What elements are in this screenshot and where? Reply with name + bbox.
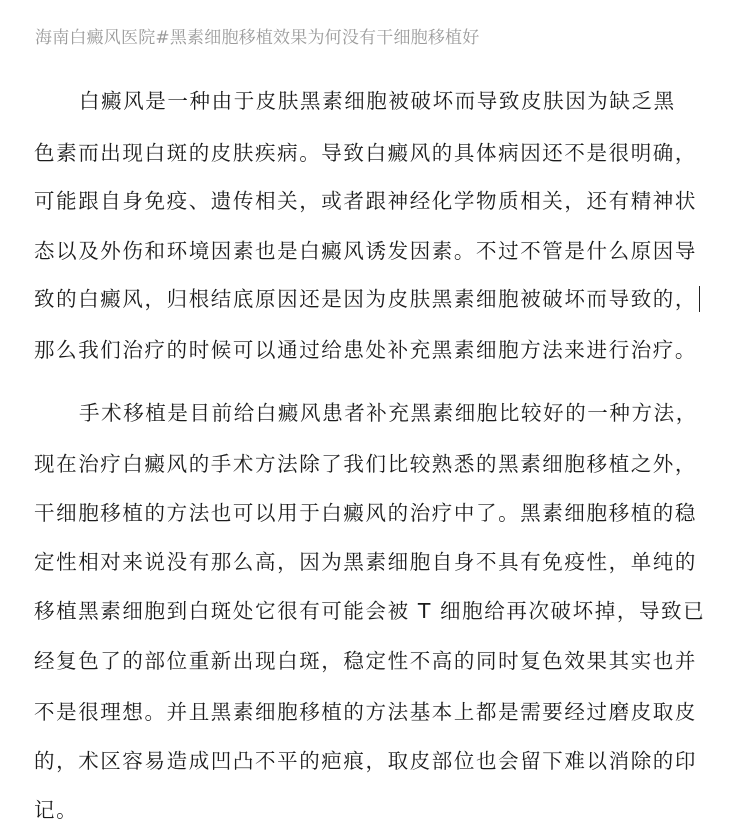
paragraph-line: 可能跟自身免疫、遗传相关，或者跟神经化学物质相关，还有精神状 bbox=[34, 189, 697, 213]
paragraph-line: 干细胞移植的方法也可以用于白癜风的治疗中了。黑素细胞移植的稳 bbox=[34, 501, 697, 525]
paragraph-line: 致的白癜风，归根结底原因还是因为皮肤黑素细胞被破坏而导致的， bbox=[34, 287, 697, 311]
paragraph-line: 白癜风是一种由于皮肤黑素细胞被破坏而导致皮肤因为缺乏黑 bbox=[79, 89, 676, 113]
paragraph-line: 移植黑素细胞到白斑处它很有可能会被 T 细胞给再次破坏掉，导致已 bbox=[34, 599, 706, 623]
paragraph-line: 手术移植是目前给白癜风患者补充黑素细胞比较好的一种方法， bbox=[79, 401, 698, 425]
paragraph-line: 记。 bbox=[34, 798, 79, 822]
paragraph-line: 那么我们治疗的时候可以通过给患处补充黑素细胞方法来进行治疗。 bbox=[34, 338, 697, 362]
paragraph-line: 现在治疗白癜风的手术方法除了我们比较熟悉的黑素细胞移植之外， bbox=[34, 452, 697, 476]
paragraph-line: 不是很理想。并且黑素细胞移植的方法基本上都是需要经过磨皮取皮 bbox=[34, 700, 697, 724]
paragraph-line: 态以及外伤和环境因素也是白癜风诱发因素。不过不管是什么原因导 bbox=[34, 239, 697, 263]
text-cursor bbox=[699, 286, 700, 312]
page-title: 海南白癜风医院#黑素细胞移植效果为何没有干细胞移植好 bbox=[35, 28, 480, 48]
paragraph-line: 经复色了的部位重新出现白斑，稳定性不高的同时复色效果其实也并 bbox=[34, 649, 697, 673]
paragraph-line: 的，术区容易造成凹凸不平的疤痕，取皮部位也会留下难以消除的印 bbox=[34, 749, 697, 773]
paragraph-line: 定性相对来说没有那么高，因为黑素细胞自身不具有免疫性，单纯的 bbox=[34, 550, 697, 574]
paragraph-line: 色素而出现白斑的皮肤疾病。导致白癜风的具体病因还不是很明确， bbox=[34, 141, 697, 165]
